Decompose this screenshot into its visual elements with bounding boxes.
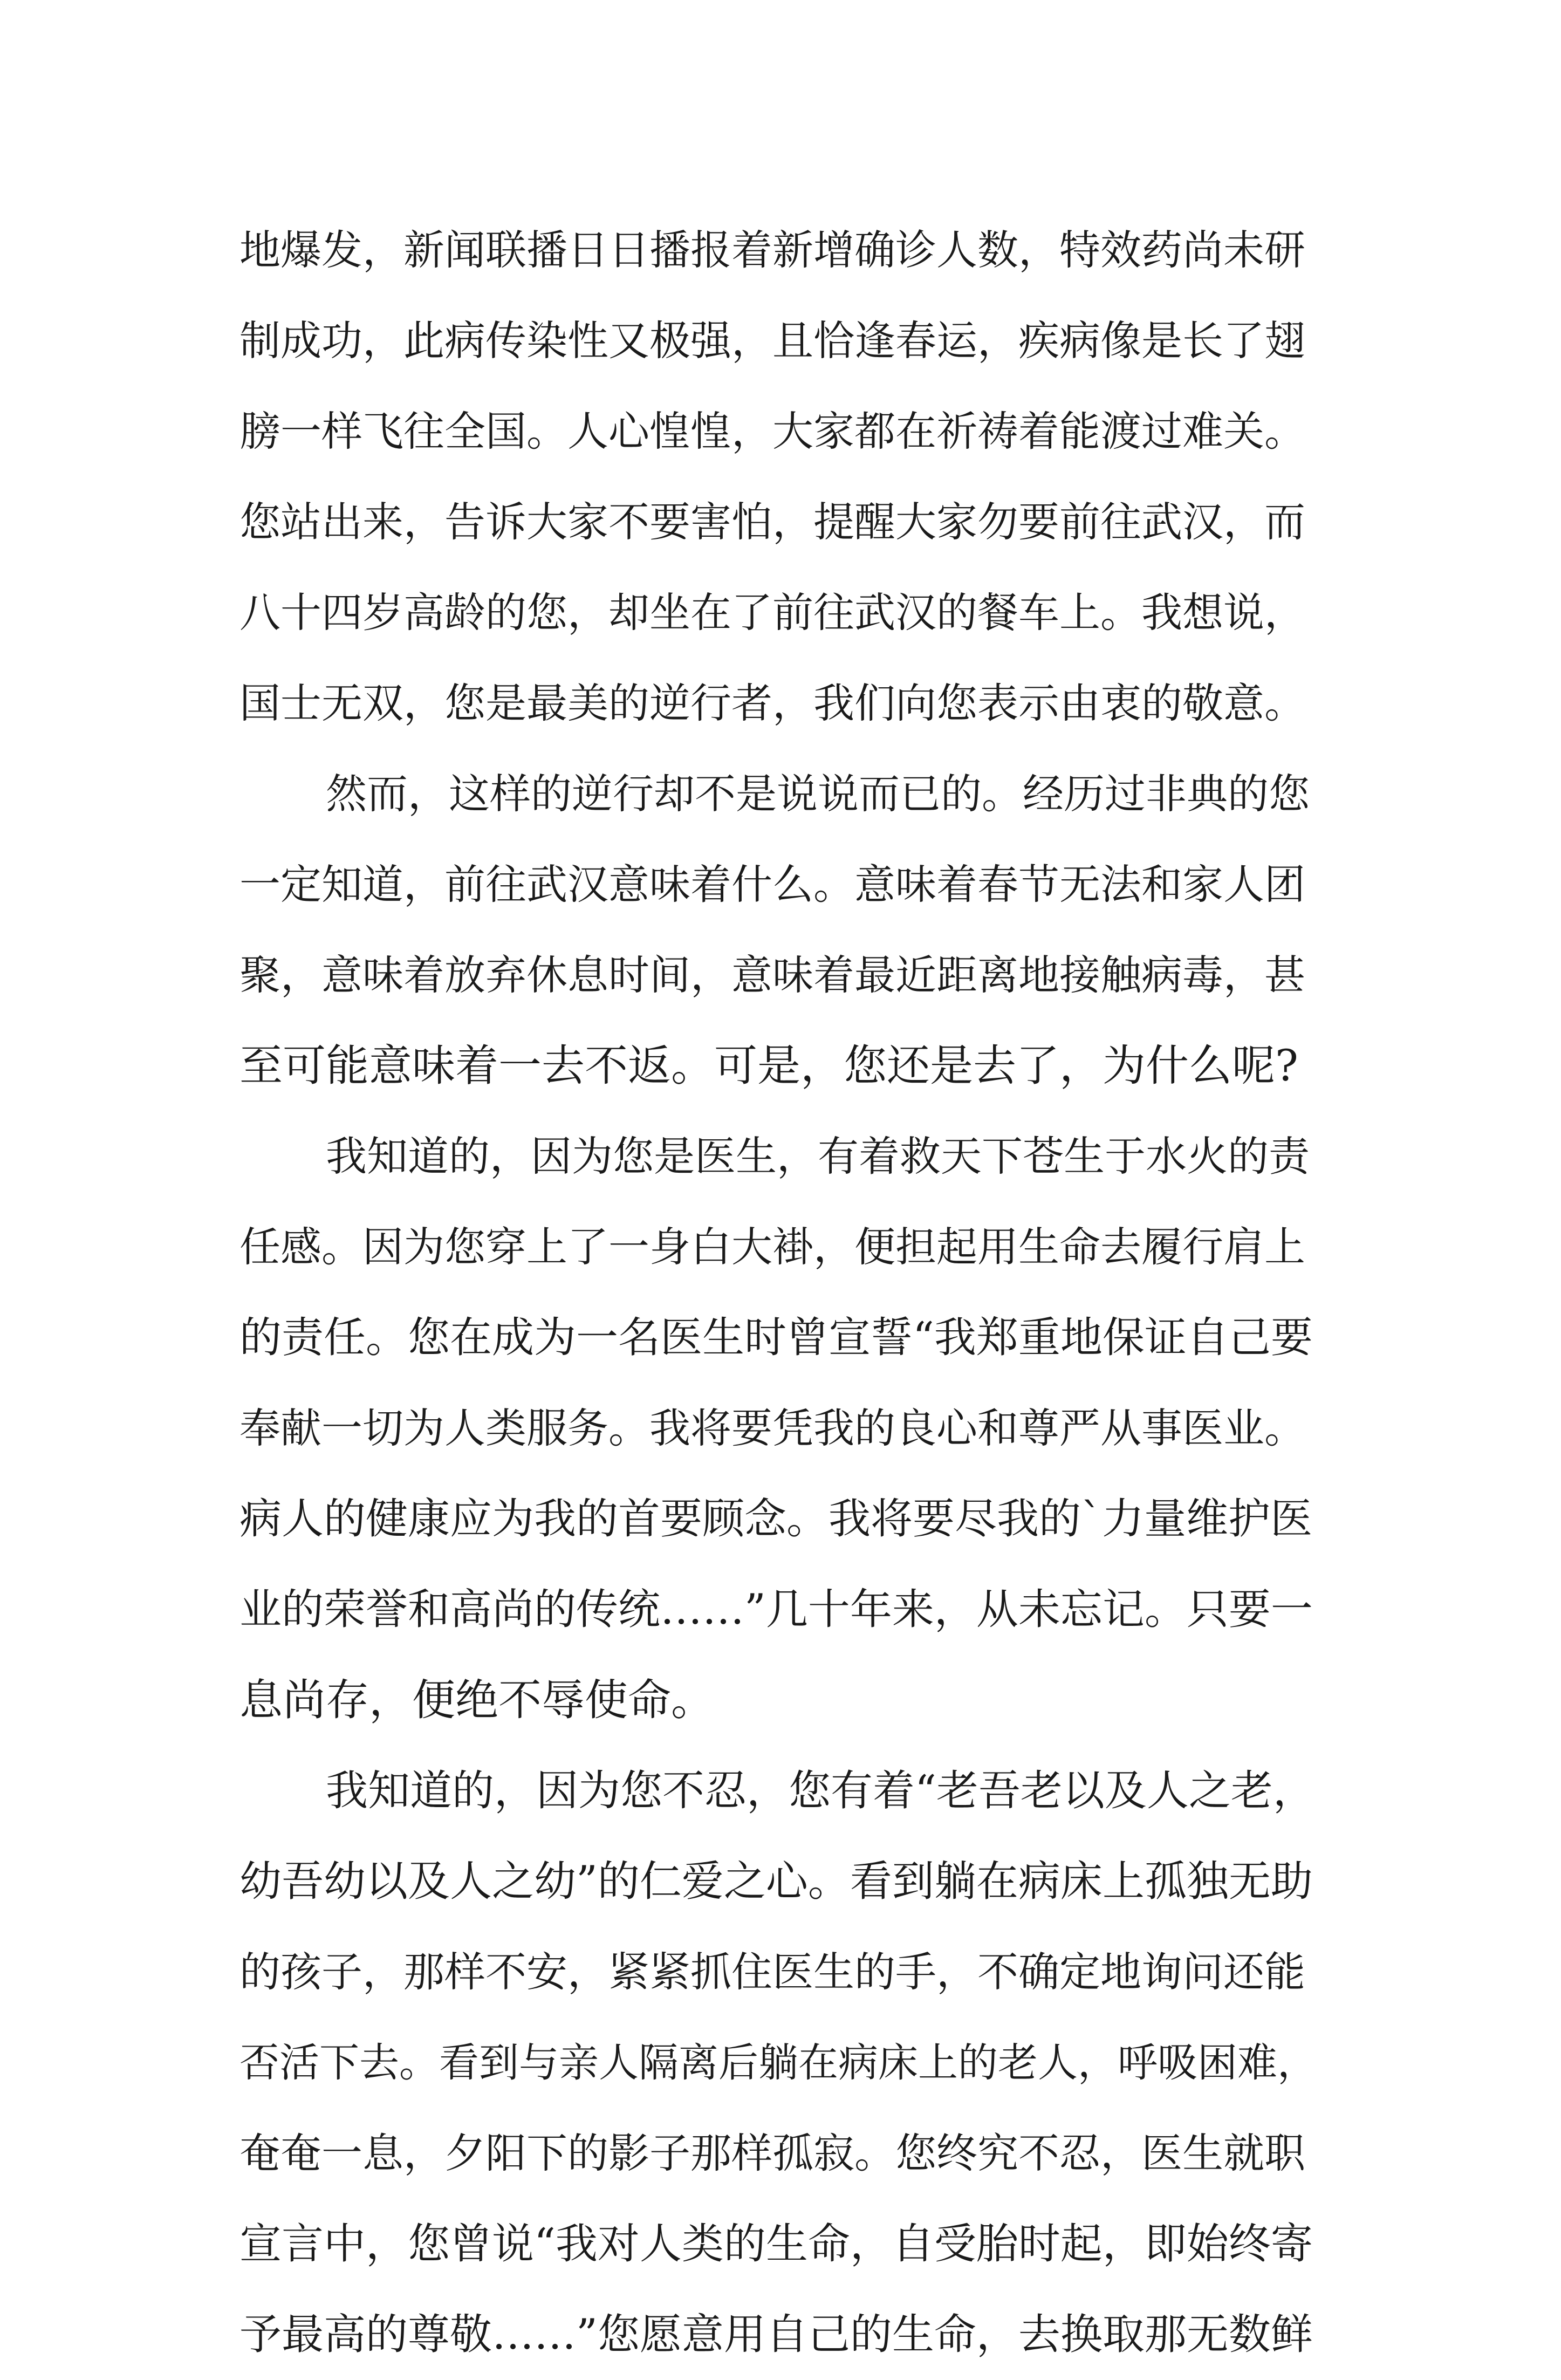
text-line: 的责任。您在成为一名医生时曾宣誓“我郑重地保证自己要	[239, 1314, 1313, 1362]
text-line: 八十四岁高龄的您，却坐在了前往武汉的餐车上。我想说，	[239, 589, 1305, 637]
text-line: 奉献一切为人类服务。我将要凭我的良心和尊严从事医业。	[239, 1404, 1305, 1452]
text-line: 任感。因为您穿上了一身白大褂，便担起用生命去履行肩上	[239, 1223, 1305, 1271]
text-line: 然而，这样的逆行却不是说说而已的。经历过非典的您	[326, 770, 1310, 818]
text-line: 奄奄一息，夕阳下的影子那样孤寂。您终究不忍，医生就职	[239, 2129, 1305, 2177]
body-text	[239, 205, 1318, 2380]
text-line: 地爆发，新闻联播日日播报着新增确诊人数，特效药尚未研	[239, 226, 1305, 274]
text-line: 制成功，此病传染性又极强，且恰逢春运，疾病像是长了翅	[239, 317, 1305, 365]
text-line: 否活下去。看到与亲人隔离后躺在病床上的老人，呼吸困难，	[239, 2040, 1317, 2086]
text-line: 至可能意味着一去不返。可是，您还是去了，为什么呢?	[239, 1041, 1298, 1091]
text-line: 国士无双，您是最美的逆行者，我们向您表示由衷的敬意。	[239, 679, 1305, 727]
text-line: 聚，意味着放弃休息时间，意味着最近距离地接触病毒，甚	[239, 951, 1305, 999]
text-line: 宣言中，您曾说“我对人类的生命，自受胎时起，即始终寄	[239, 2220, 1313, 2268]
text-line: 予最高的尊敬……”您愿意用自己的生命，去换取那无数鲜	[239, 2310, 1313, 2359]
text-line: 病人的健康应为我的首要顾念。我将要尽我的`力量维护医	[239, 1495, 1313, 1543]
text-line: 我知道的，因为您是医生，有着救天下苍生于水火的责	[326, 1132, 1310, 1180]
text-line: 的孩子，那样不安，紧紧抓住医生的手，不确定地询问还能	[239, 1948, 1305, 1996]
text-line: 您站出来，告诉大家不要害怕，提醒大家勿要前往武汉，而	[239, 498, 1305, 546]
text-line: 膀一样飞往全国。人心惶惶，大家都在祈祷着能渡过难关。	[239, 407, 1305, 455]
text-line: 幼吾幼以及人之幼”的仁爱之心。看到躺在病床上孤独无助	[239, 1857, 1313, 1906]
text-line: 我知道的，因为您不忍，您有着“老吾老以及人之老，	[326, 1767, 1315, 1815]
text-line: 一定知道，前往武汉意味着什么。意味着春节无法和家人团	[239, 860, 1305, 908]
text-line: 业的荣誉和高尚的传统……”几十年来，从未忘记。只要一	[239, 1585, 1313, 1634]
text-line: 息尚存，便绝不辱使命。	[239, 1675, 714, 1725]
